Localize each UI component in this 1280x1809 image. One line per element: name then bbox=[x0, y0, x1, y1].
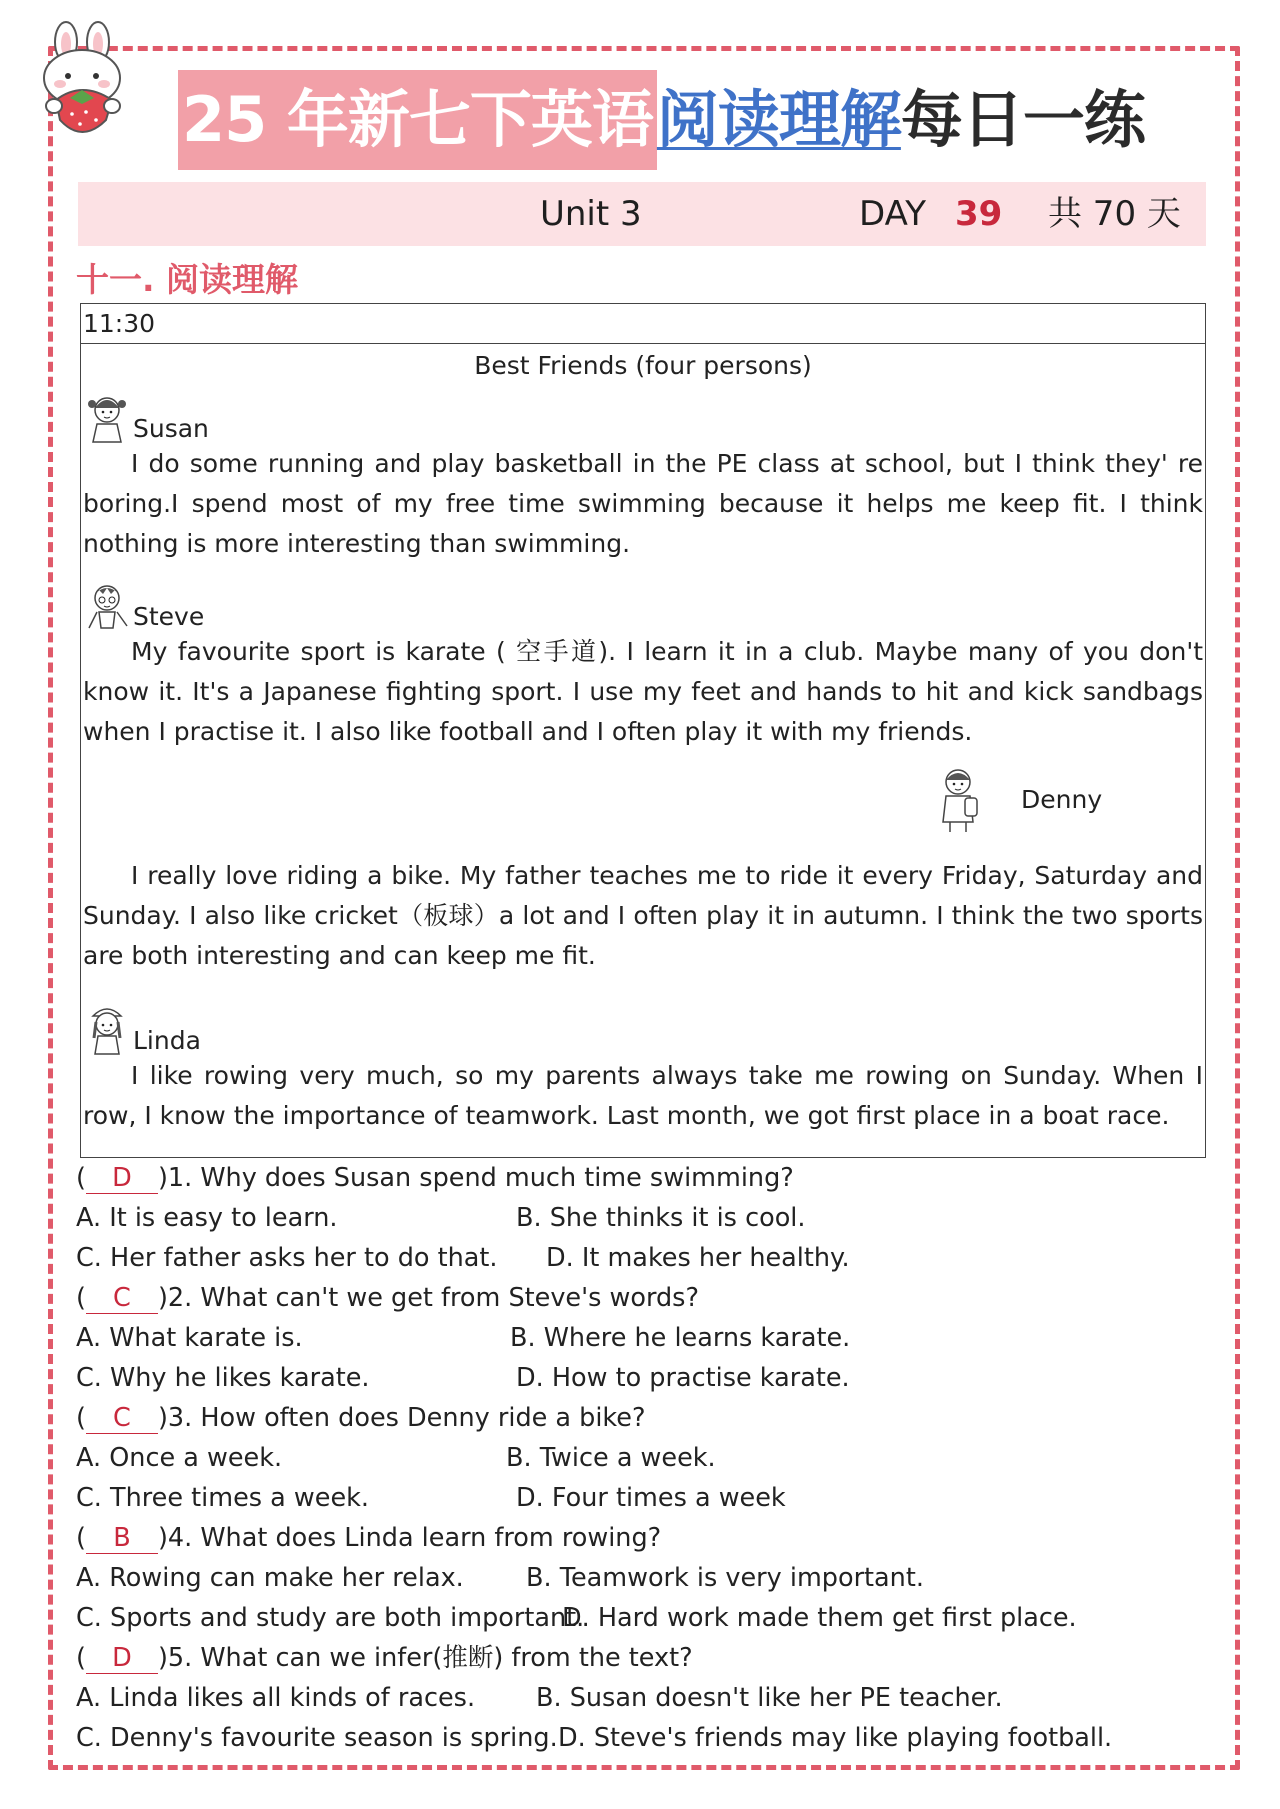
option-a: A. What karate is. bbox=[76, 1323, 303, 1353]
title-part-reading: 阅读理解 bbox=[656, 83, 901, 156]
person-text: I do some running and play basketball in the PE class at school, but I think they' re boring.I spend most of my free time swimming because it helps me keep fit. I think nothing is more interesting than swimming. bbox=[83, 449, 1203, 558]
unit-day-banner bbox=[78, 182, 1206, 246]
boy-avatar-icon bbox=[85, 580, 129, 632]
passage-box bbox=[80, 303, 1206, 1158]
person-block-linda bbox=[81, 996, 1205, 1136]
person-text: I really love riding a bike. My father teaches me to ride it every Friday, Saturday and Sunday. I also like cricket（板球）a lot and I often play it in autumn. I think the two sports are both interesting and can keep me fit. bbox=[83, 861, 1203, 970]
option-a: A. Rowing can make her relax. bbox=[76, 1563, 464, 1593]
person-name: Susan bbox=[133, 414, 209, 443]
person-name: Denny bbox=[1021, 784, 1103, 814]
option-d: D. Four times a week bbox=[516, 1483, 786, 1513]
person-text: I like rowing very much, so my parents always take me rowing on Sunday. When I row, I know the importance of teamwork. Last month, we got first place in a boat race. bbox=[83, 1061, 1203, 1130]
question-stem: ( C )3. How often does Denny ride a bike? bbox=[76, 1403, 646, 1433]
option-d: D. It makes her healthy. bbox=[546, 1243, 850, 1273]
option-b: B. Teamwork is very important. bbox=[526, 1563, 924, 1593]
person-name: Linda bbox=[133, 1026, 201, 1055]
option-row bbox=[76, 1478, 1216, 1518]
passage-title: Best Friends (four persons) bbox=[474, 351, 812, 380]
option-c: C. Her father asks her to do that. bbox=[76, 1243, 498, 1273]
question-stem: ( D )5. What can we infer(推断) from the text? bbox=[76, 1643, 693, 1673]
person-block-denny bbox=[81, 856, 1205, 976]
boy-backpack-avatar-icon bbox=[935, 764, 981, 834]
option-b: B. Susan doesn't like her PE teacher. bbox=[536, 1683, 1003, 1713]
option-b: B. She thinks it is cool. bbox=[516, 1203, 806, 1233]
option-d: D. How to practise karate. bbox=[516, 1363, 850, 1393]
option-a: A. Linda likes all kinds of races. bbox=[76, 1683, 476, 1713]
option-a: A. Once a week. bbox=[76, 1443, 283, 1473]
answer-blank: C bbox=[86, 1283, 158, 1314]
option-row bbox=[76, 1238, 1216, 1278]
unit-label: Unit 3 bbox=[540, 194, 642, 234]
person-block-steve bbox=[81, 572, 1205, 752]
girl-hat-avatar-icon bbox=[85, 1004, 129, 1056]
day-label: DAY bbox=[859, 194, 926, 234]
answer-blank: D bbox=[86, 1163, 158, 1194]
answer-blank: C bbox=[86, 1403, 158, 1434]
option-b: B. Where he learns karate. bbox=[510, 1323, 851, 1353]
option-d: D. Steve's friends may like playing football. bbox=[558, 1723, 1113, 1753]
title-part-daily: 每日一练 bbox=[900, 83, 1145, 156]
page-title bbox=[178, 70, 1145, 170]
question-stem: ( C )2. What can't we get from Steve's words? bbox=[76, 1283, 699, 1313]
option-d: D. Hard work made them get first place. bbox=[562, 1603, 1077, 1633]
answer-blank: B bbox=[86, 1523, 158, 1554]
person-block-susan bbox=[81, 384, 1205, 564]
person-name: Steve bbox=[133, 602, 205, 631]
option-row bbox=[76, 1358, 1216, 1398]
option-a: A. It is easy to learn. bbox=[76, 1203, 338, 1233]
option-c: C. Denny's favourite season is spring. bbox=[76, 1723, 558, 1753]
bunny-strawberry-icon bbox=[36, 20, 132, 150]
option-row bbox=[76, 1718, 1216, 1758]
passage-time: 11:30 bbox=[81, 304, 1205, 344]
option-row bbox=[76, 1598, 1216, 1638]
option-row bbox=[76, 1678, 1216, 1718]
person-header-denny bbox=[931, 764, 1102, 834]
option-c: C. Sports and study are both important. bbox=[76, 1603, 585, 1633]
answer-blank: D bbox=[86, 1643, 158, 1674]
section-heading: 十一. 阅读理解 bbox=[76, 260, 299, 299]
option-row bbox=[76, 1318, 1216, 1358]
question-list bbox=[76, 1158, 1216, 1758]
option-c: C. Why he likes karate. bbox=[76, 1363, 370, 1393]
question-stem: ( B )4. What does Linda learn from rowing? bbox=[76, 1523, 662, 1553]
question-stem: ( D )1. Why does Susan spend much time swimming? bbox=[76, 1163, 794, 1193]
option-b: B. Twice a week. bbox=[506, 1443, 716, 1473]
option-row bbox=[76, 1438, 1216, 1478]
title-part-grade: 25 年新七下英语 bbox=[178, 70, 657, 170]
person-text: My favourite sport is karate ( 空手道). I learn it in a club. Maybe many of you don't know it. It's a Japanese fighting sport. I use my feet and hands to hit and kick sandbags when I practise it. I also like football and I often play it with my friends. bbox=[83, 637, 1203, 746]
option-c: C. Three times a week. bbox=[76, 1483, 370, 1513]
option-row bbox=[76, 1558, 1216, 1598]
day-number: 39 bbox=[955, 194, 1003, 234]
option-row bbox=[76, 1198, 1216, 1238]
girl-avatar-icon bbox=[85, 392, 129, 444]
total-days: 共 70 天 bbox=[1048, 194, 1181, 234]
